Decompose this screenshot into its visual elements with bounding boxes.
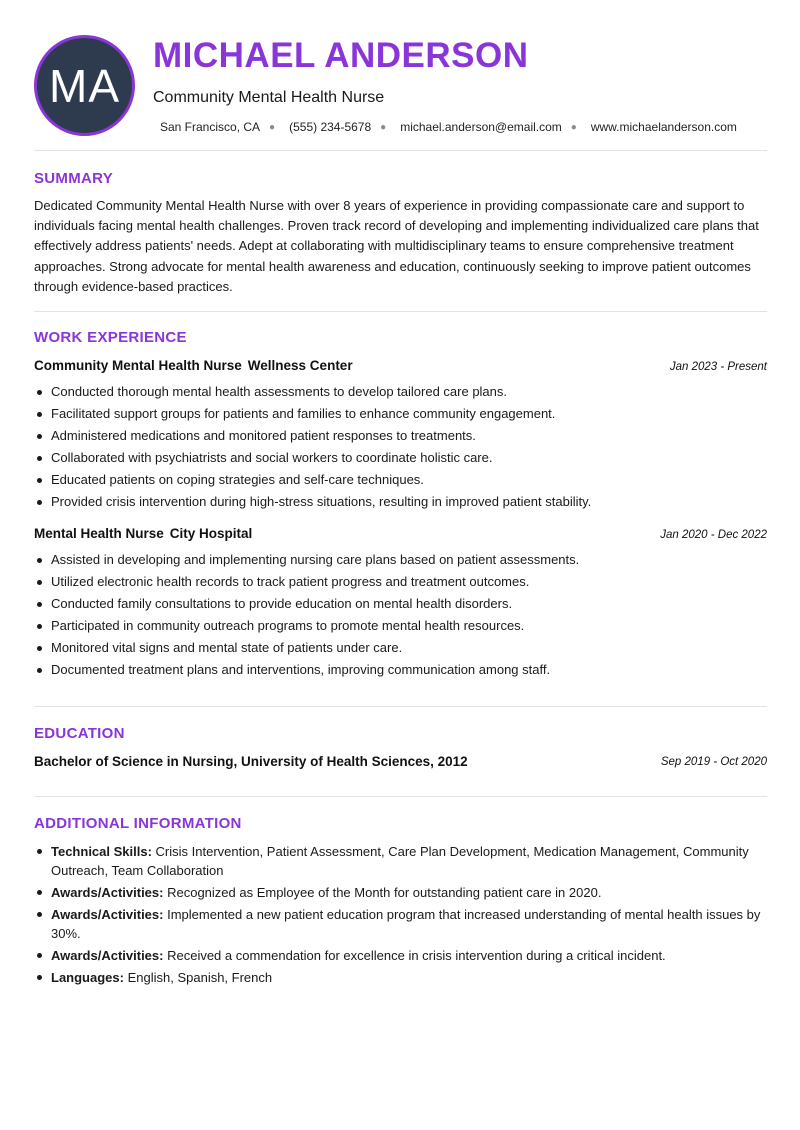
job-title [34, 358, 353, 373]
work-experience-heading: WORK EXPERIENCE [34, 329, 187, 346]
education-dates: Sep 2019 - Oct 2020 [660, 756, 767, 768]
info-label: Awards/Activities: [51, 907, 164, 922]
avatar-initials: MA [49, 59, 120, 112]
summary-text: Dedicated Community Mental Health Nurse with over 8 years of experience in providing compassionate care and support to individuals facing mental health challenges. Proven track record of developing and implementing individualized care plans that effectively address patients' needs. Adept at collaborating with multidisciplinary teams to ensure comprehensive treatment approaches. Strong advocate for mental health awareness and education, continuously seeking to improve patient outcomes through evidence-based practices. [34, 198, 759, 294]
list-item: Utilized electronic health records to track patient progress and treatment outcomes. [34, 571, 767, 593]
list-item: Educated patients on coping strategies and self-care techniques. [34, 469, 767, 491]
list-item: Monitored vital signs and mental state of patients under care. [34, 637, 767, 659]
list-item: Participated in community outreach programs to promote mental health resources. [34, 615, 767, 637]
info-label: Technical Skills: [51, 844, 152, 859]
separator-dot-icon: ● [380, 121, 387, 133]
info-text: Recognized as Employee of the Month for outstanding patient care in 2020. [167, 885, 602, 900]
job-role: Community Mental Health Nurse [34, 358, 242, 373]
list-item [34, 968, 767, 987]
degree-title: Bachelor of Science in Nursing, University of Health Sciences, 2012 [34, 754, 468, 769]
job-dates: Jan 2023 - Present [669, 361, 767, 373]
contact-email[interactable]: michael.anderson@email.com [400, 120, 562, 134]
info-text: Implemented a new patient education program that increased understanding of mental health issues by 30%. [51, 907, 761, 941]
contact-website[interactable]: www.michaelanderson.com [590, 120, 737, 134]
job-role: Mental Health Nurse [34, 526, 164, 541]
job-company: Wellness Center [247, 358, 353, 373]
list-item [34, 905, 767, 943]
list-item: Collaborated with psychiatrists and social workers to coordinate holistic care. [34, 447, 767, 469]
list-item [34, 842, 767, 880]
additional-info-heading: ADDITIONAL INFORMATION [34, 815, 242, 832]
info-label: Languages: [51, 970, 124, 985]
section-divider [34, 311, 767, 312]
section-divider [34, 706, 767, 707]
list-item: Provided crisis intervention during high-stress situations, resulting in improved patient stability. [34, 491, 767, 513]
contact-bar [160, 120, 737, 134]
separator-dot-icon: ● [269, 121, 276, 133]
list-item: Documented treatment plans and interventions, improving communication among staff. [34, 659, 767, 681]
candidate-title: Community Mental Health Nurse [153, 89, 385, 106]
info-text: Crisis Intervention, Patient Assessment, Care Plan Development, Medication Management, Community Outreach, Team Collaboration [51, 844, 749, 878]
info-text: English, Spanish, French [127, 970, 273, 985]
job-company: City Hospital [169, 526, 253, 541]
list-item: Facilitated support groups for patients and families to enhance community engagement. [34, 403, 767, 425]
list-item: Assisted in developing and implementing nursing care plans based on patient assessments. [34, 549, 767, 571]
candidate-name: MICHAEL ANDERSON [153, 36, 529, 75]
list-item: Conducted thorough mental health assessments to develop tailored care plans. [34, 381, 767, 403]
job-bullet-list [34, 381, 767, 513]
info-label: Awards/Activities: [51, 948, 164, 963]
job-dates: Jan 2020 - Dec 2022 [660, 529, 767, 541]
section-divider [34, 150, 767, 151]
avatar [34, 35, 135, 136]
list-item: Administered medications and monitored patient responses to treatments. [34, 425, 767, 447]
education-heading: EDUCATION [34, 725, 125, 742]
list-item [34, 883, 767, 902]
additional-info-list [34, 842, 767, 990]
list-item [34, 946, 767, 965]
info-text: Received a commendation for excellence in crisis intervention during a critical incident. [167, 948, 666, 963]
summary-heading: SUMMARY [34, 170, 114, 187]
section-divider [34, 796, 767, 797]
info-label: Awards/Activities: [51, 885, 164, 900]
list-item: Conducted family consultations to provide education on mental health disorders. [34, 593, 767, 615]
contact-phone[interactable]: (555) 234-5678 [289, 120, 372, 134]
job-bullet-list [34, 549, 767, 681]
job-title [34, 526, 252, 541]
separator-dot-icon: ● [570, 121, 577, 133]
contact-location: San Francisco, CA [160, 120, 261, 134]
